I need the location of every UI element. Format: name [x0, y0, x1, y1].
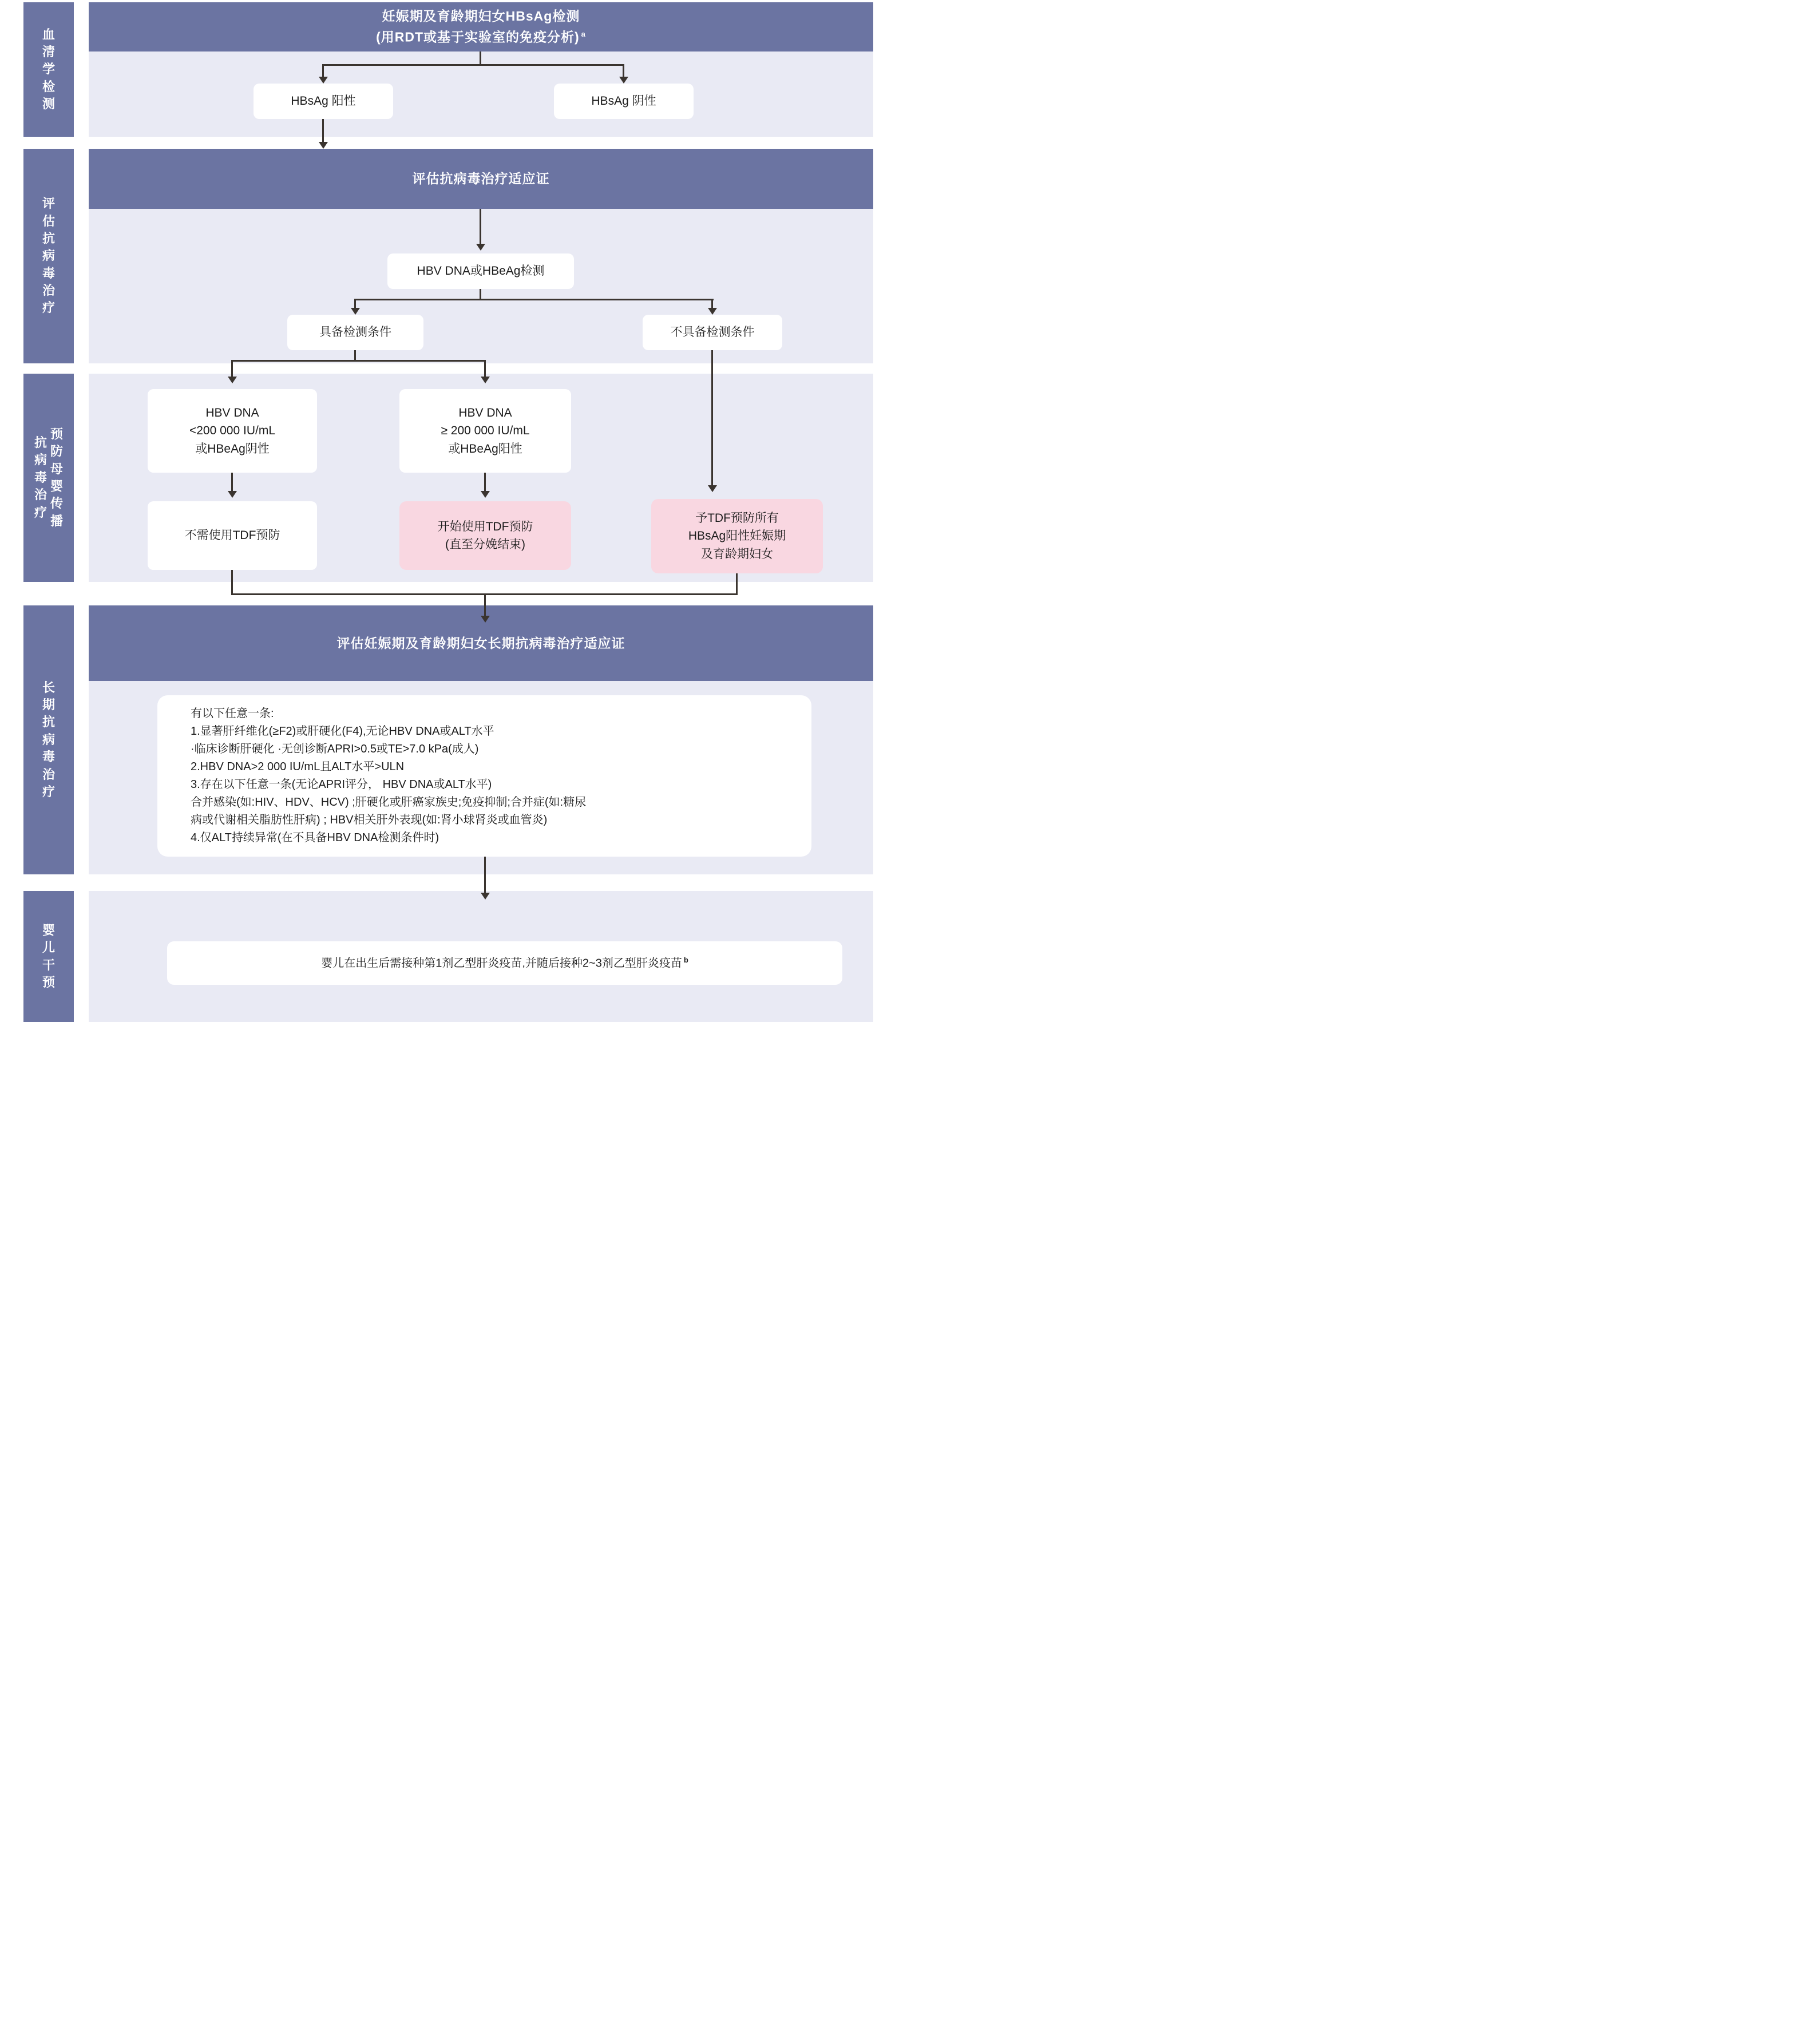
- node-line: (直至分娩结束): [445, 538, 525, 551]
- arrowhead-to-negative: [619, 77, 628, 84]
- connector-can-test-stub: [354, 350, 356, 360]
- connector-split2: [354, 299, 714, 300]
- node-label: HBsAg 阳性: [291, 94, 356, 108]
- node-cannot-test: [643, 315, 782, 350]
- connector-dna-stub: [480, 289, 481, 299]
- sidebar-label: 评估抗病毒治疗: [42, 196, 55, 315]
- connector-criteria-down: [484, 857, 486, 894]
- footnote-a: a: [581, 30, 586, 39]
- node-label: 不具备检测条件: [670, 326, 755, 339]
- connector-give-tdf-drop: [736, 573, 738, 593]
- section2-header-band: [89, 149, 873, 209]
- arrowhead-to-positive: [319, 77, 328, 84]
- arrowhead-into-section5: [481, 893, 490, 900]
- section4-title: 评估妊娠期及育龄期妇女长期抗病毒治疗适应证: [336, 635, 625, 651]
- connector-split1: [322, 64, 624, 66]
- node-no-tdf: [148, 501, 317, 570]
- connector-split3: [231, 360, 486, 362]
- connector-to-positive: [322, 64, 324, 78]
- footnote-b: b: [683, 955, 688, 964]
- sidebar-section-prevent-mtct: [23, 374, 74, 582]
- arrowhead-into-section4: [481, 616, 490, 623]
- sidebar-label: 婴儿干预: [42, 922, 55, 989]
- sidebar-label: 长期抗病毒治疗: [42, 680, 55, 799]
- node-start-tdf: [399, 501, 571, 570]
- node-label: 婴儿在出生后需接种第1剂乙型肝炎疫苗,并随后接种2~3剂乙型肝炎疫苗 $^b$: [321, 955, 688, 970]
- connector-positive-down: [322, 119, 324, 143]
- sidebar-section-infant-intervention: [23, 891, 74, 1022]
- sidebar-section-assess-antiviral: [23, 149, 74, 363]
- connector-to-negative: [623, 64, 624, 78]
- node-line: <200 000 IU/mL: [189, 424, 275, 438]
- node-hbsag-positive: [254, 84, 393, 119]
- node-can-test: [287, 315, 423, 350]
- sidebar-label-col-left: 抗病毒治疗: [34, 435, 47, 520]
- node-hbsag-negative: [554, 84, 694, 119]
- connector-no-tdf-drop: [231, 570, 233, 593]
- criteria-line: 4.仅ALT持续异常(在不具备HBV DNA检测条件时): [191, 831, 439, 844]
- arrowhead-to-no-tdf: [228, 491, 237, 498]
- sidebar-label-col-right: 预防母婴传播: [50, 426, 63, 528]
- node-label: HBV DNA或HBeAg检测: [417, 264, 545, 278]
- criteria-line: 病或代谢相关脂肪性肝病) ; HBV相关肝外表现(如:肾小球肾炎或血管炎): [191, 814, 548, 826]
- connector-to-dna-high: [484, 360, 486, 378]
- node-line: ≥ 200 000 IU/mL: [441, 424, 530, 438]
- node-label: 不需使用TDF预防: [184, 529, 280, 542]
- criteria-line: 1.显著肝纤维化(≥F2)或肝硬化(F4),无论HBV DNA或ALT水平: [191, 725, 494, 738]
- sidebar-section-serology: [23, 2, 74, 137]
- connector-merge-down: [484, 593, 486, 617]
- section1-title: [89, 2, 873, 52]
- flowchart-canvas: [0, 0, 899, 1022]
- arrowhead-to-dna-high: [481, 377, 490, 383]
- criteria-line: 合并感染(如:HIV、HDV、HCV) ;肝硬化或肝癌家族史;免疫抑制;合并症(如:糖尿: [191, 796, 587, 809]
- node-line: HBV DNA: [458, 406, 512, 419]
- section1-title-line1: 妊娠期及育龄期妇女HBsAg检测: [382, 9, 580, 24]
- arrowhead-to-dna-low: [228, 377, 237, 383]
- connector-to-dna-low: [231, 360, 233, 378]
- node-line: 或HBeAg阴性: [195, 442, 270, 455]
- sidebar-two-column-label: [34, 426, 64, 530]
- arrowhead-to-dna-test: [476, 244, 485, 251]
- node-longterm-criteria: [157, 695, 811, 857]
- section2-title: 评估抗病毒治疗适应证: [412, 171, 550, 186]
- connector-header2-down: [480, 209, 481, 245]
- node-line: 开始使用TDF预防: [437, 520, 533, 533]
- node-label: HBsAg 阴性: [591, 94, 656, 108]
- connector-cannot-test-long: [711, 350, 713, 486]
- arrowhead-to-cannot-test: [708, 308, 717, 315]
- arrowhead-to-start-tdf: [481, 491, 490, 498]
- criteria-line: 有以下任意一条:: [191, 707, 274, 720]
- section1-title-line2: (用RDT或基于实验室的免疫分析) $^a$: [376, 29, 586, 45]
- node-line: HBV DNA: [205, 406, 259, 419]
- node-give-tdf: [651, 499, 823, 573]
- connector-dna-high-down: [484, 473, 486, 492]
- node-infant-vaccine: [167, 941, 842, 985]
- sidebar-label: 血清学检测: [42, 27, 55, 112]
- node-dna-high: [399, 389, 571, 473]
- criteria-line: 2.HBV DNA>2 000 IU/mL且ALT水平>ULN: [191, 760, 405, 773]
- criteria-line: 3.存在以下任意一条(无论APRI评分， HBV DNA或ALT水平): [191, 778, 492, 791]
- sidebar-section-longterm-antiviral: [23, 605, 74, 874]
- criteria-line: ·临床诊断肝硬化 ·无创诊断APRI>0.5或TE>7.0 kPa(成人): [191, 743, 479, 755]
- arrowhead-to-give-tdf: [708, 485, 717, 492]
- node-line: HBsAg阳性妊娠期: [688, 529, 786, 543]
- section1-header-band: [89, 2, 873, 52]
- arrowhead-into-section2: [319, 142, 328, 149]
- node-line: 予TDF预防所有: [695, 511, 779, 525]
- arrowhead-to-can-test: [351, 308, 360, 315]
- node-line: 或HBeAg阳性: [448, 442, 522, 455]
- node-dna-low: [148, 389, 317, 473]
- node-line: 及育龄期妇女: [701, 547, 773, 561]
- connector-header1-stub: [480, 52, 481, 64]
- node-dna-test: [387, 253, 574, 289]
- connector-dna-low-down: [231, 473, 233, 492]
- node-label: 具备检测条件: [319, 326, 391, 339]
